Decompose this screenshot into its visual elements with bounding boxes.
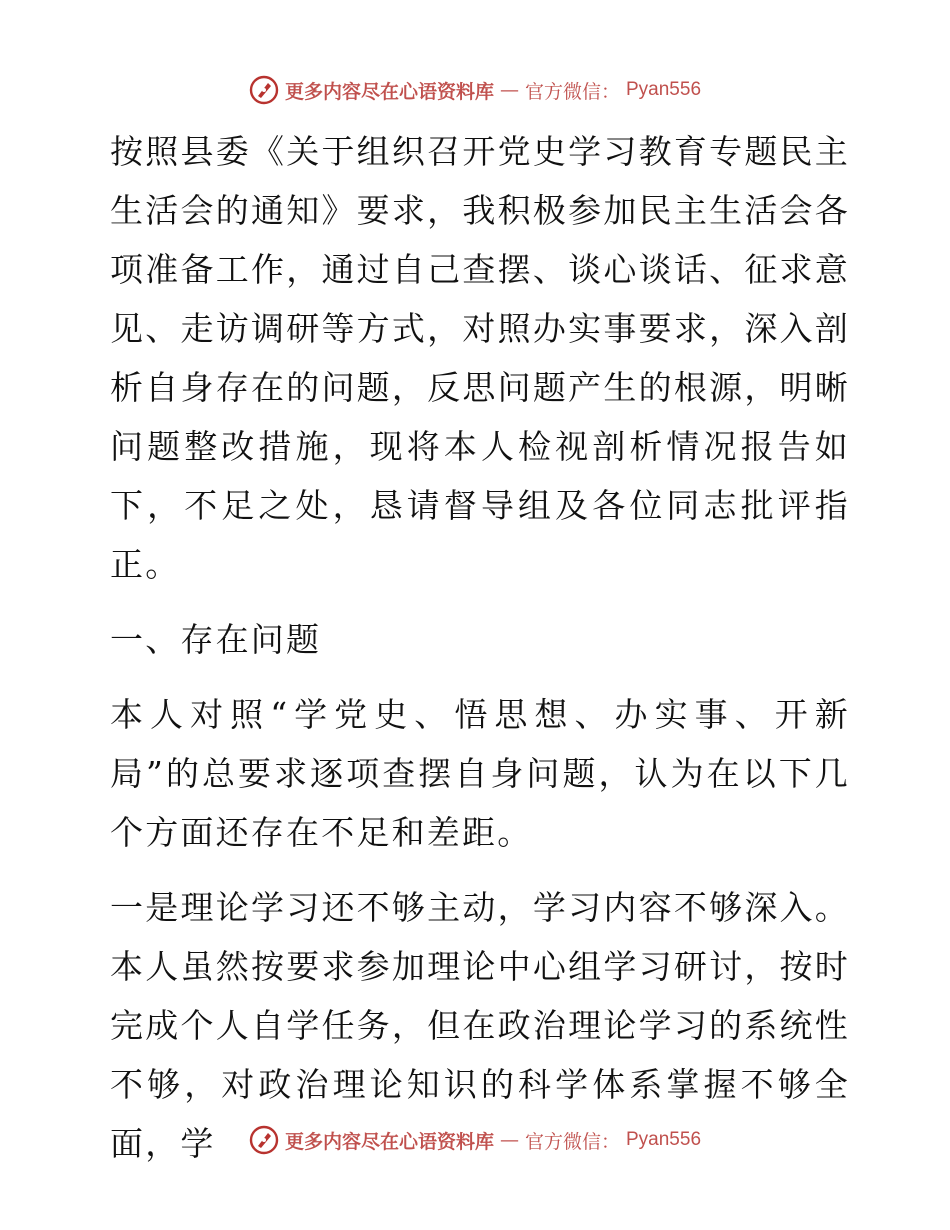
- section-heading: 一、存在问题: [110, 620, 322, 659]
- paragraph-point-one: 一是理论学习还不够主动，学习内容不够深入。本人虽然按要求参加理论中心组学习研讨，按时完成个人自学任务，但在政治理论学习的系统性不够，对政治理论知识的科学体系掌握不够全面，学: [110, 888, 850, 1163]
- footer-watermark: [0, 1120, 950, 1160]
- document-body: [98, 122, 850, 1173]
- watermark-label: 官方微信：: [524, 80, 620, 103]
- watermark-account: Pyan556: [626, 1129, 702, 1150]
- pen-nib-icon: [249, 1125, 279, 1155]
- paragraph-intro: 按照县委《关于组织召开党史学习教育专题民主生活会的通知》要求，我积极参加民主生活会各项准备工作，通过自己查摆、谈心谈话、征求意见、走访调研等方式，对照办实事要求，深入剖析自身存在的问题，反思问题产生的根源，明晰问题整改措施，现将本人检视剖析情况报告如下，不足之处，恳请督导组及各位同志批评指正。: [110, 132, 850, 584]
- pen-nib-icon: [249, 75, 279, 105]
- watermark-dash: —: [499, 1129, 519, 1151]
- watermark-account: Pyan556: [626, 79, 702, 100]
- watermark-dash: —: [499, 79, 519, 101]
- header-watermark: [0, 70, 950, 110]
- watermark-text: 更多内容尽在心语资料库: [284, 1130, 494, 1153]
- watermark-label: 官方微信：: [524, 1130, 620, 1153]
- paragraph-overview: 本人对照“学党史、悟思想、办实事、开新局”的总要求逐项查摆自身问题，认为在以下几个方面还存在不足和差距。: [110, 695, 850, 852]
- watermark-text: 更多内容尽在心语资料库: [284, 80, 494, 103]
